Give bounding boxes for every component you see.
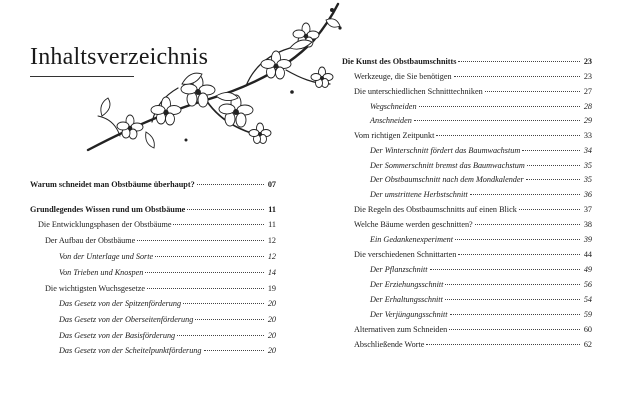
dot-leader — [173, 224, 264, 225]
toc-entry-label: Die wichtigsten Wuchsgesetze — [45, 284, 146, 293]
toc-entry[interactable] — [30, 344, 276, 357]
toc-entry[interactable] — [30, 266, 276, 279]
toc-entry-page: 60 — [583, 325, 592, 334]
toc-entry-label: Der Obstbaumschnitt nach dem Mondkalender — [370, 175, 524, 184]
toc-entry-page: 20 — [267, 315, 276, 324]
toc-entry-label: Von der Unterlage und Sorte — [59, 252, 154, 261]
toc-entry-page: 35 — [583, 161, 592, 170]
blossom-branch-illustration — [86, 0, 348, 176]
toc-entry[interactable] — [342, 308, 592, 321]
dot-leader — [414, 120, 580, 121]
toc-entry-label: Von Trieben und Knospen — [59, 268, 144, 277]
dot-leader — [430, 269, 580, 270]
dot-leader — [145, 272, 264, 273]
toc-entry-label: Wegschneiden — [370, 102, 417, 111]
toc-entry-page: 56 — [583, 280, 592, 289]
toc-entry[interactable] — [30, 282, 276, 295]
toc-entry-page: 28 — [583, 102, 592, 111]
toc-entry[interactable] — [342, 248, 592, 261]
toc-entry-page: 59 — [583, 310, 592, 319]
toc-entry[interactable] — [342, 293, 592, 306]
toc-entry-label: Die Kunst des Obstbaumschnitts — [342, 57, 457, 66]
dot-leader — [426, 344, 580, 345]
dot-leader — [204, 350, 265, 351]
toc-entry[interactable] — [342, 85, 592, 98]
dot-leader — [177, 335, 264, 336]
toc-entry-label: Der Aufbau der Obstbäume — [45, 236, 136, 245]
toc-entry[interactable] — [342, 218, 592, 231]
dot-leader — [522, 150, 580, 151]
dot-leader — [450, 314, 580, 315]
toc-entry-label: Der Erhaltungsschnitt — [370, 295, 443, 304]
toc-entry-page: 44 — [583, 250, 592, 259]
toc-entry-page: 23 — [583, 72, 592, 81]
dot-leader — [519, 209, 580, 210]
toc-entry[interactable] — [30, 297, 276, 310]
toc-entry-page: 36 — [583, 190, 592, 199]
toc-entry-page: 29 — [583, 116, 592, 125]
dot-leader — [458, 254, 580, 255]
toc-entry-page: 33 — [583, 131, 592, 140]
toc-entry-label: Die Entwicklungsphasen der Obstbäume — [38, 220, 172, 229]
toc-entry-page: 39 — [583, 235, 592, 244]
dot-leader — [455, 239, 580, 240]
toc-entry-label: Der Sommerschnitt bremst das Baumwachstum — [370, 161, 525, 170]
dot-leader — [197, 184, 264, 185]
toc-entry[interactable] — [30, 218, 276, 231]
dot-leader — [454, 76, 580, 77]
dot-leader — [436, 135, 580, 136]
dot-leader — [137, 240, 264, 241]
toc-entry-label: Vom richtigen Zeitpunkt — [354, 131, 435, 140]
dot-leader — [485, 91, 580, 92]
toc-entry-page: 54 — [583, 295, 592, 304]
toc-entry-page: 34 — [583, 146, 592, 155]
toc-entry-page: 62 — [583, 340, 592, 349]
toc-entry-page: 12 — [267, 252, 276, 261]
toc-entry[interactable] — [342, 55, 592, 68]
toc-entry-page: 37 — [583, 205, 592, 214]
toc-entry-label: Alternativen zum Schneiden — [354, 325, 448, 334]
toc-entry[interactable] — [342, 278, 592, 291]
toc-entry-label: Die verschiedenen Schnittarten — [354, 250, 457, 259]
page-title: Inhaltsverzeichnis — [30, 44, 209, 70]
toc-entry-page: 23 — [583, 57, 592, 66]
toc-entry[interactable] — [342, 338, 592, 351]
toc-entry[interactable] — [342, 100, 592, 113]
toc-entry-label: Der Pflanzschnitt — [370, 265, 428, 274]
toc-entry[interactable] — [342, 159, 592, 172]
toc-entry-label: Das Gesetz von der Spitzenförderung — [59, 299, 182, 308]
toc-entry-label: Der umstrittene Herbstschnitt — [370, 190, 468, 199]
toc-entry[interactable] — [342, 114, 592, 127]
toc-entry-page: 20 — [267, 299, 276, 308]
toc-entry-label: Warum schneidet man Obstbäume überhaupt? — [30, 180, 195, 189]
toc-entry[interactable] — [30, 329, 276, 342]
toc-entry-label: Die unterschiedlichen Schnitttechniken — [354, 87, 483, 96]
toc-entry[interactable] — [30, 313, 276, 326]
dot-leader — [445, 299, 580, 300]
toc-entry-label: Werkzeuge, die Sie benötigen — [354, 72, 452, 81]
dot-leader — [527, 165, 580, 166]
toc-entry-page: 07 — [267, 180, 276, 189]
dot-leader — [475, 224, 580, 225]
dot-leader — [183, 303, 264, 304]
toc-entry-page: 20 — [267, 331, 276, 340]
dot-leader — [195, 319, 264, 320]
toc-entry-label: Der Erziehungsschnitt — [370, 280, 444, 289]
toc-entry-page: 11 — [268, 220, 276, 229]
toc-entry-label: Anschneiden — [370, 116, 412, 125]
toc-entry-label: Die Regeln des Obstbaumschnitts auf einen Blick — [354, 205, 517, 214]
toc-entry[interactable] — [30, 250, 276, 263]
toc-entry[interactable] — [342, 70, 592, 83]
dot-leader — [419, 106, 580, 107]
toc-entry-label: Das Gesetz von der Oberseitenförderung — [59, 315, 194, 324]
toc-entry[interactable] — [342, 233, 592, 246]
toc-entry-page: 38 — [583, 220, 592, 229]
toc-entry[interactable] — [342, 203, 592, 216]
toc-entry-page: 20 — [267, 346, 276, 355]
toc-entry[interactable] — [342, 188, 592, 201]
dot-leader — [470, 194, 580, 195]
toc-entry-page: 19 — [267, 284, 276, 293]
toc-entry[interactable] — [30, 234, 276, 247]
dot-leader — [526, 179, 580, 180]
toc-entry-label: Ein Gedankenexperiment — [370, 235, 453, 244]
toc-entry[interactable] — [342, 323, 592, 336]
dot-leader — [187, 209, 264, 210]
toc-entry-label: Das Gesetz von der Scheitelpunktförderung — [59, 346, 202, 355]
toc-entry[interactable] — [342, 263, 592, 276]
toc-entry-page: 49 — [583, 265, 592, 274]
toc-entry[interactable] — [342, 129, 592, 142]
toc-entry-page: 11 — [268, 205, 276, 214]
toc-entry-page: 14 — [267, 268, 276, 277]
toc-entry-label: Der Verjüngungsschnitt — [370, 310, 448, 319]
toc-entry-page: 35 — [583, 175, 592, 184]
toc-entry-label: Grundlegendes Wissen rund um Obstbäume — [30, 205, 186, 214]
dot-leader — [147, 288, 264, 289]
toc-entry-page: 27 — [583, 87, 592, 96]
toc-entry-label: Der Winterschnitt fördert das Baumwachstum — [370, 146, 521, 155]
toc-entry-page: 12 — [267, 236, 276, 245]
toc-entry[interactable] — [342, 144, 592, 157]
toc-entry[interactable] — [30, 203, 276, 216]
toc-entry-label: Welche Bäume werden geschnitten? — [354, 220, 473, 229]
dot-leader — [155, 256, 264, 257]
dot-leader — [458, 61, 580, 62]
toc-entry-label: Das Gesetz von der Basisförderung — [59, 331, 176, 340]
toc-entry[interactable] — [30, 178, 276, 191]
dot-leader — [449, 329, 580, 330]
toc-entry[interactable] — [342, 173, 592, 186]
dot-leader — [445, 284, 580, 285]
toc-entry-label: Abschließende Worte — [354, 340, 425, 349]
